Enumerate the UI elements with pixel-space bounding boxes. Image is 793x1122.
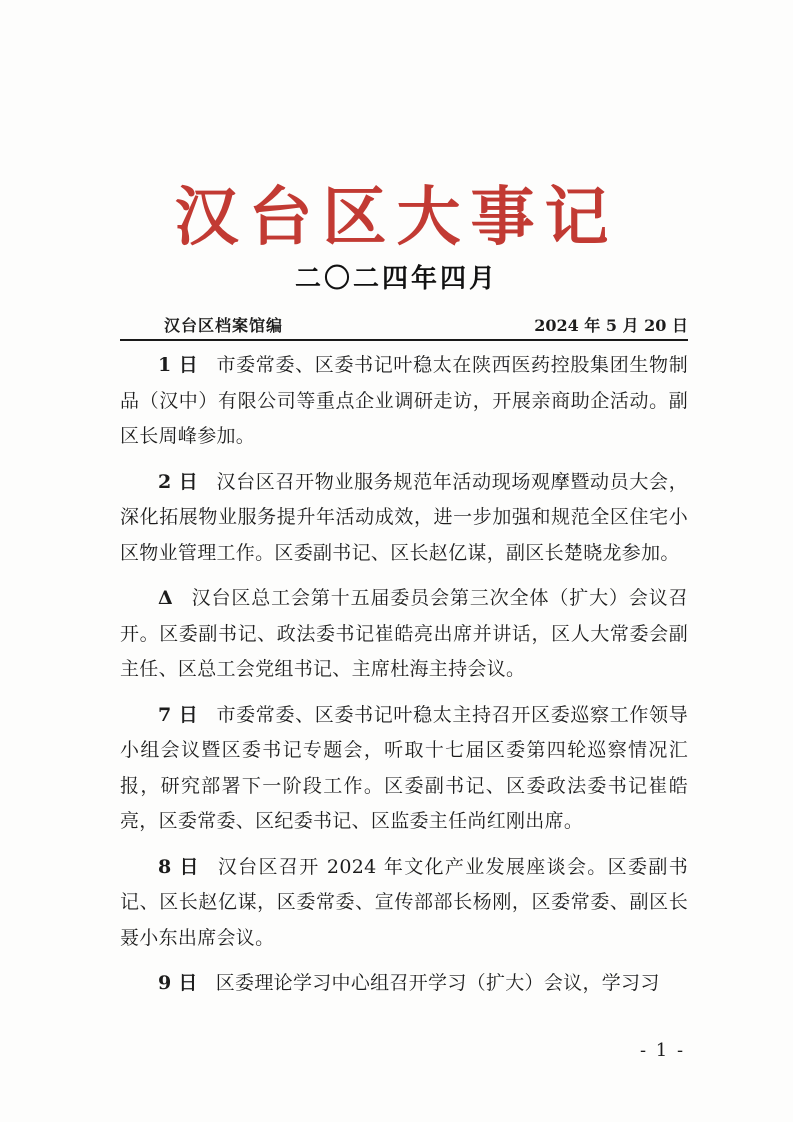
event-entry bbox=[120, 348, 688, 455]
event-day: 7 日 bbox=[158, 703, 199, 726]
header-divider bbox=[120, 339, 688, 341]
editor-name: 汉台区档案馆编 bbox=[164, 316, 284, 335]
event-text: 市委常委、区委书记叶稳太在陕西医药控股集团生物制品（汉中）有限公司等重点企业调研走访，开展亲商助企活动。副区长周峰参加。 bbox=[120, 354, 688, 447]
event-text: 汉台区总工会第十五届委员会第三次全体（扩大）会议召开。区委副书记、政法委书记崔皓亮出席并讲话，区人大常委会副主任、区总工会党组书记、主席杜海主持会议。 bbox=[120, 587, 688, 680]
event-entry bbox=[120, 698, 688, 840]
event-entry bbox=[120, 581, 688, 688]
event-day: 9 日 bbox=[158, 972, 198, 994]
event-text: 区委理论学习中心组召开学习（扩大）会议，学习习 bbox=[215, 972, 660, 994]
event-text: 汉台区召开 2024 年文化产业发展座谈会。区委副书记、区长赵亿谋，区委常委、宣传部部长杨刚，区委常委、副区长聂小东出席会议。 bbox=[120, 855, 688, 949]
event-entry bbox=[120, 966, 688, 1002]
publication-header bbox=[120, 315, 688, 341]
event-day: 8 日 bbox=[158, 855, 200, 878]
event-entry bbox=[120, 465, 688, 572]
event-day: 2 日 bbox=[158, 470, 199, 493]
event-day: 1 日 bbox=[158, 354, 199, 376]
page-number: - 1 - bbox=[640, 1040, 686, 1061]
event-text: 市委常委、区委书记叶稳太主持召开区委巡察工作领导小组会议暨区委书记专题会，听取十七届区委第四轮巡察情况汇报，研究部署下一阶段工作。区委副书记、区委政法委书记崔皓亮，区委常委、区纪委书记、区监委主任尚红刚出席。 bbox=[120, 703, 688, 832]
masthead-title: 汉台区大事记 bbox=[174, 181, 619, 255]
publication-date: 2024 年 5 月 20 日 bbox=[534, 316, 688, 335]
event-list bbox=[120, 348, 688, 1012]
issue-month: 二〇二四年四月 bbox=[294, 264, 498, 294]
event-entry bbox=[120, 850, 688, 957]
event-text: 汉台区召开物业服务规范年活动现场观摩暨动员大会，深化拓展物业服务提升年活动成效，进一步加强和规范全区住宅小区物业管理工作。区委副书记、区长赵亿谋，副区长楚晓龙参加。 bbox=[120, 470, 688, 564]
event-day: Δ bbox=[158, 587, 174, 609]
